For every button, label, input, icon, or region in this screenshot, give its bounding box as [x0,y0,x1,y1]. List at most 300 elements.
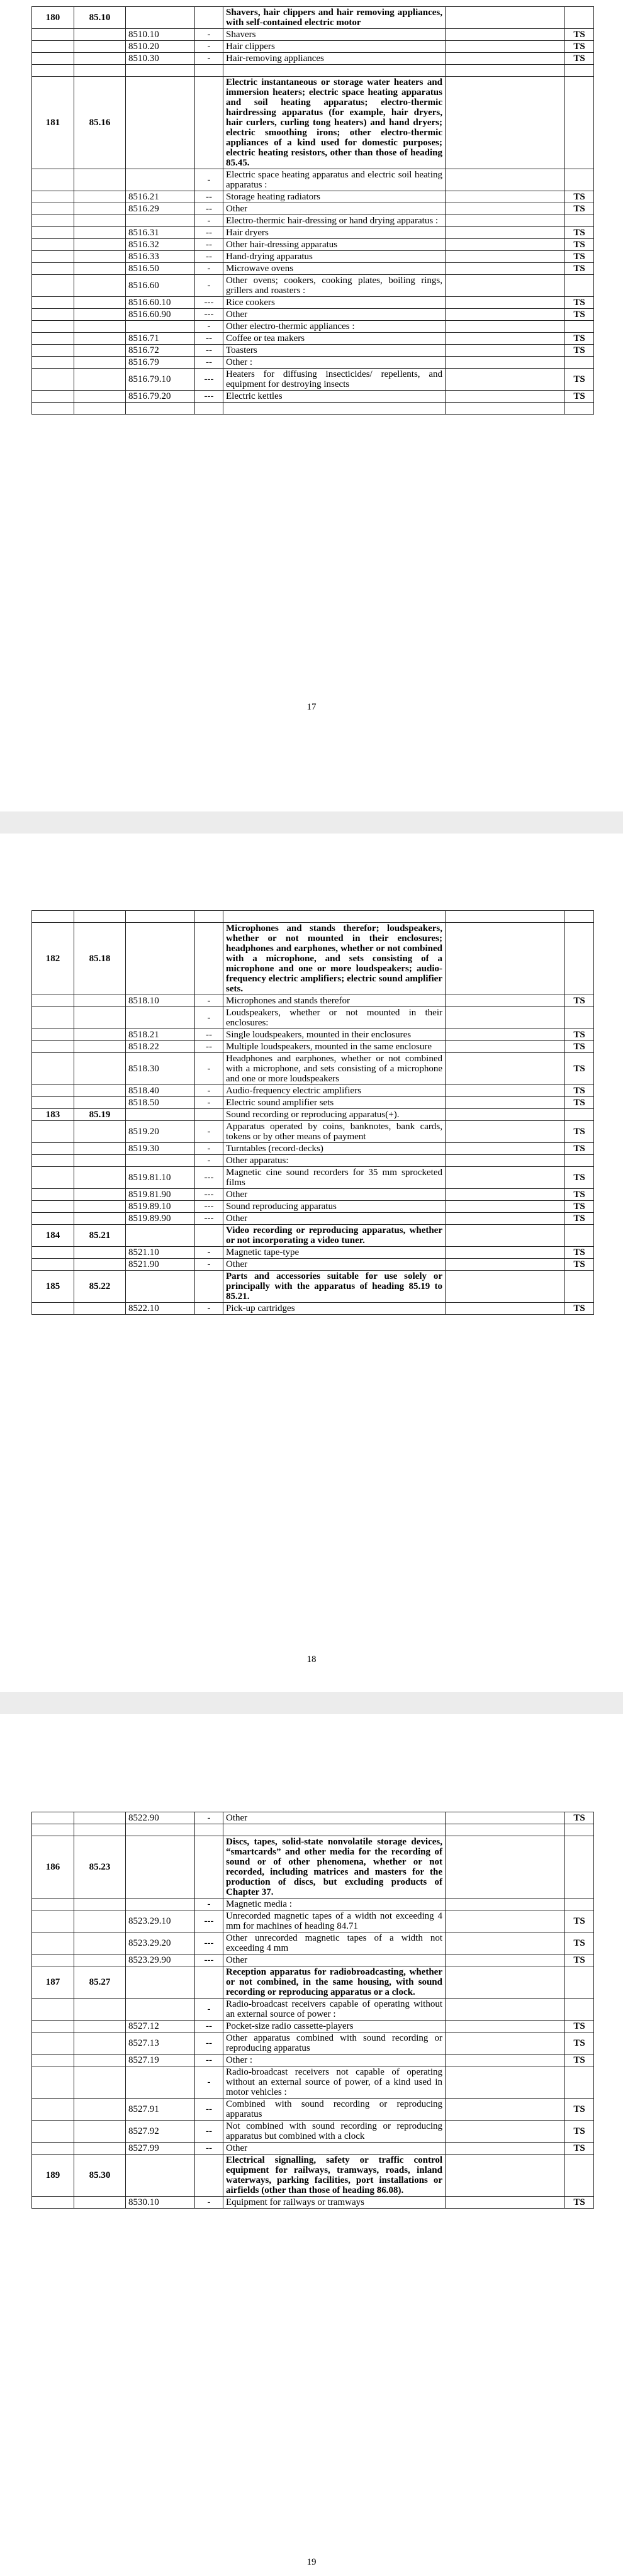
table-row [32,77,594,169]
tariff-table [31,6,594,415]
row-number [32,321,74,333]
hs-code: 8518.30 [126,1053,195,1085]
blank-cell [446,1932,565,1954]
hs-code: 8516.29 [126,203,195,215]
ts-mark: TS [565,1812,594,1824]
blank-cell [446,309,565,321]
description: Electric sound amplifier sets [223,1097,446,1109]
table-row [32,321,594,333]
heading-code [74,2197,126,2209]
tariff-table [31,910,594,1315]
table-row [32,1910,594,1932]
indent-marker: - [195,2197,223,2209]
heading-code: 85.18 [74,923,126,995]
ts-mark: TS [565,1189,594,1201]
description: Other [223,1213,446,1225]
row-number [32,2099,74,2121]
blank-cell [446,297,565,309]
blank-cell [446,29,565,41]
hs-code: 8510.10 [126,29,195,41]
heading-code [74,275,126,297]
ts-mark [565,65,594,77]
indent-marker: - [195,1085,223,1097]
table-row [32,1954,594,1966]
hs-code: 8522.90 [126,1812,195,1824]
ts-mark: TS [565,1247,594,1259]
description: Loudspeakers, whether or not mounted in their enclosures: [223,1007,446,1029]
blank-cell [446,1225,565,1247]
heading-code [74,1259,126,1271]
ts-mark: TS [565,333,594,345]
indent-marker: - [195,1247,223,1259]
table-row [32,1899,594,1910]
table-row [32,2143,594,2155]
ts-mark [565,1999,594,2021]
indent-marker: - [195,2066,223,2099]
row-number: 185 [32,1271,74,1303]
ts-mark [565,1899,594,1910]
ts-mark: TS [565,2099,594,2121]
row-number [32,1954,74,1966]
table-row [32,1167,594,1189]
table-row [32,251,594,263]
hs-code [126,1999,195,2021]
heading-code [74,1189,126,1201]
blank-cell [446,77,565,169]
blank-cell [446,1836,565,1899]
heading-code [74,309,126,321]
hs-code: 8516.79.10 [126,369,195,391]
heading-code: 85.16 [74,77,126,169]
blank-cell [446,1167,565,1189]
indent-marker: -- [195,227,223,239]
ts-mark: TS [565,1259,594,1271]
indent-marker: - [195,1812,223,1824]
blank-cell [446,2066,565,2099]
blank-cell [446,1899,565,1910]
heading-code [74,65,126,77]
heading-code [74,215,126,227]
indent-marker [195,2155,223,2197]
table-row [32,1824,594,1836]
row-number [32,169,74,191]
heading-code [74,1932,126,1954]
description: Other hair-dressing apparatus [223,239,446,251]
indent-marker: - [195,1097,223,1109]
blank-cell [446,215,565,227]
indent-marker: -- [195,251,223,263]
row-number [32,1121,74,1143]
description: Magnetic media : [223,1899,446,1910]
ts-mark [565,1271,594,1303]
hs-code: 8523.29.10 [126,1910,195,1932]
table-row [32,1271,594,1303]
hs-code [126,403,195,415]
description: Unrecorded magnetic tapes of a width not exceeding 4 mm for machines of heading 84.71 [223,1910,446,1932]
ts-mark [565,7,594,29]
description: Pick-up cartridges [223,1303,446,1315]
blank-cell [446,1824,565,1836]
row-number [32,215,74,227]
heading-code [74,2055,126,2066]
ts-mark: TS [565,309,594,321]
table-row [32,2055,594,2066]
ts-mark [565,403,594,415]
hs-code: 8519.30 [126,1143,195,1155]
ts-mark [565,2155,594,2197]
description: Radio-broadcast receivers capable of operating without an external source of power : [223,1999,446,2021]
heading-code [74,1121,126,1143]
table-row [32,1303,594,1315]
heading-code [74,2121,126,2143]
table-row [32,391,594,403]
hs-code: 8519.81.10 [126,1167,195,1189]
indent-marker: - [195,1999,223,2021]
row-number [32,2021,74,2032]
indent-marker: --- [195,1932,223,1954]
blank-cell [446,41,565,53]
table-row [32,1121,594,1143]
description: Turntables (record-decks) [223,1143,446,1155]
table-row [32,1812,594,1824]
ts-mark [565,1824,594,1836]
indent-marker [195,7,223,29]
description: Apparatus operated by coins, banknotes, bank cards, tokens or by other means of payment [223,1121,446,1143]
indent-marker: -- [195,357,223,369]
indent-marker: -- [195,2143,223,2155]
table-row [32,2121,594,2143]
description: Sound reproducing apparatus [223,1201,446,1213]
description: Other [223,203,446,215]
description: Other [223,1259,446,1271]
row-number [32,1899,74,1910]
blank-cell [446,403,565,415]
indent-marker: --- [195,297,223,309]
table-row [32,2099,594,2121]
indent-marker: --- [195,309,223,321]
row-number [32,251,74,263]
table-row [32,1085,594,1097]
hs-code [126,65,195,77]
heading-code [74,1085,126,1097]
blank-cell [446,911,565,923]
heading-code [74,345,126,357]
ts-mark [565,911,594,923]
heading-code [74,1007,126,1029]
indent-marker: - [195,1303,223,1315]
row-number [32,1999,74,2021]
ts-mark: TS [565,1167,594,1189]
description: Storage heating radiators [223,191,446,203]
ts-mark: TS [565,2021,594,2032]
blank-cell [446,2197,565,2209]
description: Single loudspeakers, mounted in their enclosures [223,1029,446,1041]
ts-mark [565,923,594,995]
heading-code [74,1155,126,1167]
indent-marker [195,1836,223,1899]
hs-code: 8527.13 [126,2032,195,2055]
indent-marker [195,1824,223,1836]
description: Other : [223,357,446,369]
table-row [32,239,594,251]
heading-code [74,1053,126,1085]
heading-code [74,263,126,275]
row-number [32,369,74,391]
indent-marker: - [195,1121,223,1143]
indent-marker [195,1225,223,1247]
table-row [32,1155,594,1167]
hs-code [126,1271,195,1303]
indent-marker: - [195,1899,223,1910]
blank-cell [446,1213,565,1225]
ts-mark: TS [565,2121,594,2143]
indent-marker [195,403,223,415]
description [223,911,446,923]
row-number [32,1053,74,1085]
indent-marker: - [195,215,223,227]
indent-marker: --- [195,369,223,391]
description: Shavers [223,29,446,41]
ts-mark [565,357,594,369]
heading-code: 85.22 [74,1271,126,1303]
blank-cell [446,1085,565,1097]
hs-code: 8530.10 [126,2197,195,2209]
hs-code [126,1836,195,1899]
row-number: 180 [32,7,74,29]
description: Toasters [223,345,446,357]
row-number [32,239,74,251]
description: Other [223,1954,446,1966]
table-row [32,203,594,215]
page-19 [0,1714,623,2576]
ts-mark: TS [565,263,594,275]
heading-code [74,357,126,369]
ts-mark [565,275,594,297]
description: Parts and accessories suitable for use solely or principally with the apparatus of heading 85.19 to 85.21. [223,1271,446,1303]
indent-marker [195,1966,223,1999]
indent-marker: - [195,169,223,191]
heading-code [74,239,126,251]
row-number: 183 [32,1109,74,1121]
description: Other apparatus combined with sound recording or reproducing apparatus [223,2032,446,2055]
blank-cell [446,65,565,77]
heading-code [74,2032,126,2055]
heading-code [74,1097,126,1109]
blank-cell [446,2032,565,2055]
indent-marker: -- [195,2021,223,2032]
hs-code [126,1109,195,1121]
indent-marker: --- [195,1213,223,1225]
description: Other : [223,2055,446,2066]
row-number [32,1824,74,1836]
hs-code: 8521.10 [126,1247,195,1259]
indent-marker: - [195,1143,223,1155]
row-number [32,911,74,923]
hs-code: 8516.32 [126,239,195,251]
row-number [32,2197,74,2209]
blank-cell [446,2155,565,2197]
indent-marker: -- [195,2099,223,2121]
ts-mark [565,2066,594,2099]
indent-marker: - [195,275,223,297]
blank-cell [446,227,565,239]
indent-marker: - [195,321,223,333]
table-row [32,1225,594,1247]
description: Radio-broadcast receivers not capable of operating without an external source of power, of a kind used in motor vehicles : [223,2066,446,2099]
ts-mark: TS [565,1097,594,1109]
row-number [32,1247,74,1259]
blank-cell [446,53,565,65]
table-row [32,1007,594,1029]
description: Magnetic cine sound recorders for 35 mm sprocketed films [223,1167,446,1189]
heading-code [74,1812,126,1824]
ts-mark: TS [565,1029,594,1041]
indent-marker [195,911,223,923]
heading-code [74,29,126,41]
description: Rice cookers [223,297,446,309]
ts-mark: TS [565,2032,594,2055]
table-row [32,1097,594,1109]
row-number [32,345,74,357]
description: Electric instantaneous or storage water heaters and immersion heaters; electric space heating apparatus and soil heating apparatus; electro-thermic hairdressing apparatus (for example, hair dryers, hair curlers, curling tong heaters) and hand dryers; electric smoothing irons; other electro-thermic appliances of a kind used for domestic purposes; electric heating resistors, other than those of heading 85.45. [223,77,446,169]
table-row [32,297,594,309]
row-number [32,53,74,65]
table-row [32,995,594,1007]
ts-mark: TS [565,1932,594,1954]
description: Electric kettles [223,391,446,403]
heading-code [74,1303,126,1315]
ts-mark: TS [565,41,594,53]
page-17 [0,0,623,811]
heading-code [74,995,126,1007]
description: Reception apparatus for radiobroadcasting, whether or not combined, in the same housing, with sound recording or reproducing apparatus or a clock. [223,1966,446,1999]
heading-code [74,1167,126,1189]
hs-code [126,215,195,227]
ts-mark: TS [565,1121,594,1143]
indent-marker: -- [195,239,223,251]
heading-code [74,1910,126,1932]
table-row [32,191,594,203]
heading-code [74,251,126,263]
blank-cell [446,1812,565,1824]
row-number [32,1029,74,1041]
heading-code [74,41,126,53]
table-row [32,215,594,227]
hs-code: 8527.19 [126,2055,195,2066]
row-number [32,403,74,415]
row-number [32,297,74,309]
row-number [32,1041,74,1053]
indent-marker: - [195,1053,223,1085]
ts-mark: TS [565,391,594,403]
ts-mark: TS [565,1201,594,1213]
ts-mark: TS [565,1085,594,1097]
hs-code: 8519.20 [126,1121,195,1143]
heading-code [74,203,126,215]
description: Electric space heating apparatus and electric soil heating apparatus : [223,169,446,191]
hs-code: 8527.91 [126,2099,195,2121]
blank-cell [446,345,565,357]
hs-code: 8516.79.20 [126,391,195,403]
hs-code [126,911,195,923]
indent-marker: --- [195,1954,223,1966]
ts-mark: TS [565,1041,594,1053]
description: Electro-thermic hair-dressing or hand drying apparatus : [223,215,446,227]
ts-mark: TS [565,1143,594,1155]
heading-code [74,333,126,345]
indent-marker: - [195,1007,223,1029]
hs-code: 8516.33 [126,251,195,263]
description: Microphones and stands therefor [223,995,446,1007]
description: Microwave ovens [223,263,446,275]
ts-mark: TS [565,1213,594,1225]
row-number [32,333,74,345]
ts-mark: TS [565,345,594,357]
indent-marker: -- [195,345,223,357]
blank-cell [446,1247,565,1259]
indent-marker [195,1271,223,1303]
table-row [32,41,594,53]
hs-code [126,321,195,333]
hs-code: 8516.50 [126,263,195,275]
blank-cell [446,2143,565,2155]
heading-code [74,2021,126,2032]
row-number [32,1007,74,1029]
heading-code: 85.19 [74,1109,126,1121]
row-number [32,995,74,1007]
indent-marker: - [195,995,223,1007]
heading-code [74,1029,126,1041]
blank-cell [446,357,565,369]
indent-marker: -- [195,2121,223,2143]
hs-code: 8519.89.90 [126,1213,195,1225]
row-number [32,1213,74,1225]
description: Other [223,1812,446,1824]
hs-code: 8522.10 [126,1303,195,1315]
indent-marker: -- [195,1041,223,1053]
table-row [32,275,594,297]
table-row [32,2197,594,2209]
ts-mark [565,1109,594,1121]
hs-code: 8516.71 [126,333,195,345]
blank-cell [446,1029,565,1041]
blank-cell [446,391,565,403]
table-row [32,1109,594,1121]
indent-marker: - [195,41,223,53]
hs-code [126,169,195,191]
blank-cell [446,1097,565,1109]
hs-code [126,1824,195,1836]
blank-cell [446,333,565,345]
heading-code [74,297,126,309]
hs-code: 8527.92 [126,2121,195,2143]
blank-cell [446,1201,565,1213]
blank-cell [446,203,565,215]
blank-cell [446,191,565,203]
row-number [32,2066,74,2099]
row-number [32,1085,74,1097]
indent-marker: -- [195,191,223,203]
table-row [32,1836,594,1899]
ts-mark [565,77,594,169]
blank-cell [446,1954,565,1966]
table-row [32,1201,594,1213]
ts-mark: TS [565,1910,594,1932]
blank-cell [446,169,565,191]
row-number [32,1155,74,1167]
hs-code: 8510.20 [126,41,195,53]
heading-code [74,1824,126,1836]
